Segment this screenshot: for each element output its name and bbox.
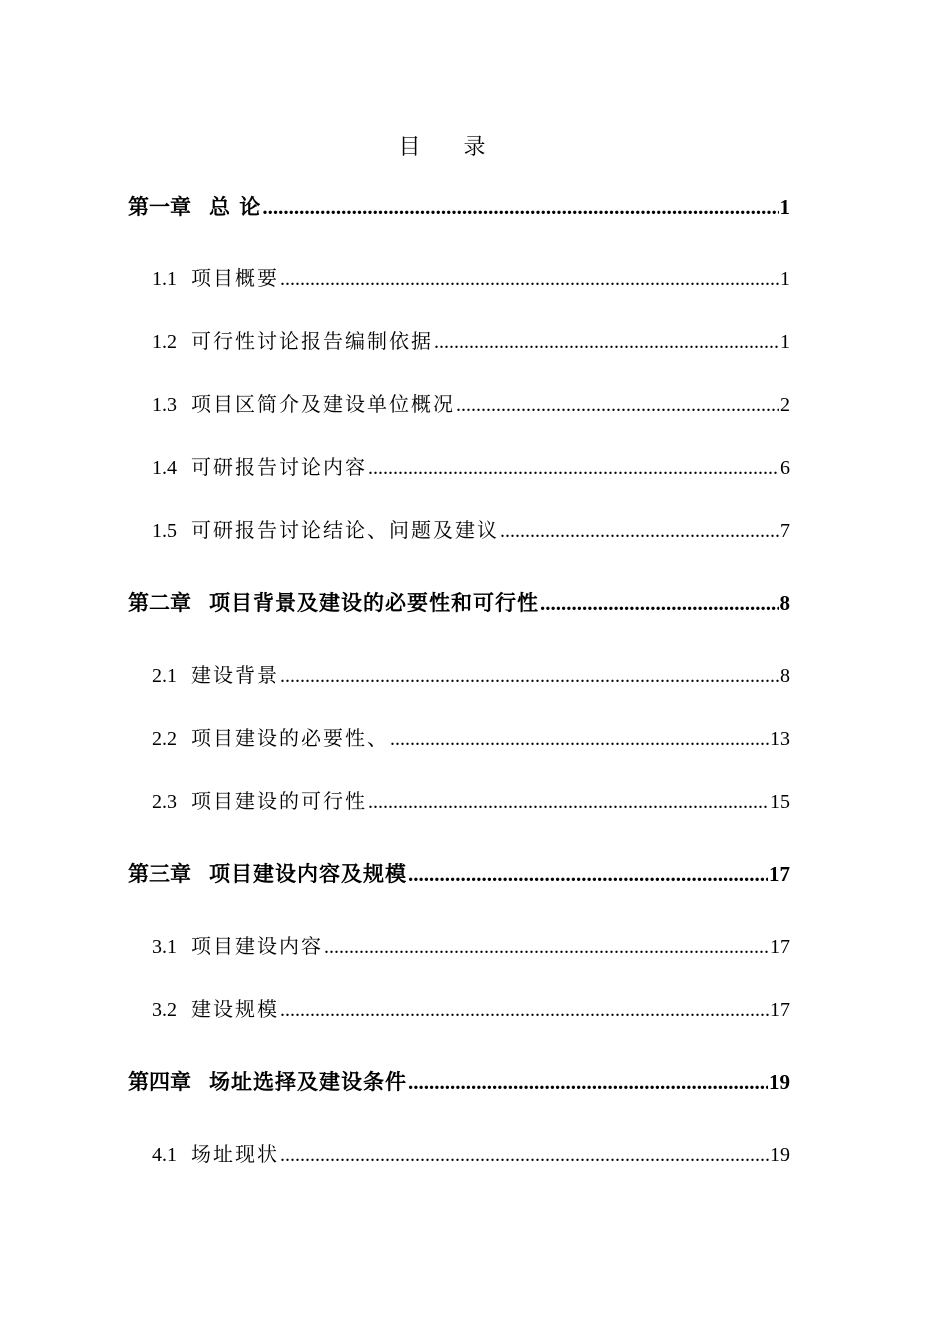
toc-entry-label: 项目建设内容及规模: [209, 861, 407, 886]
toc-entry-chapter-2[interactable]: [128, 588, 790, 618]
dot-leader: [540, 588, 779, 618]
dot-leader: [368, 787, 769, 817]
toc-entry-page: 17: [769, 862, 790, 886]
dot-leader: [390, 724, 769, 754]
dot-leader: [408, 859, 768, 889]
toc-entry-page: 1: [779, 195, 790, 219]
toc-entry-number: 1.3: [152, 394, 177, 416]
toc-entry-number: 2.1: [152, 665, 177, 687]
dot-leader: [280, 1140, 769, 1170]
toc-entry-chapter-3[interactable]: [128, 859, 790, 889]
toc-entry-label: 可研报告讨论内容: [191, 455, 367, 479]
toc-entry-page: 1: [780, 331, 790, 353]
toc-entry-number: 3.1: [152, 936, 177, 958]
toc-entry-page: 13: [770, 728, 790, 750]
toc-entry-chapter-1[interactable]: [128, 192, 790, 222]
toc-entry-number: 3.2: [152, 999, 177, 1021]
dot-leader: [280, 995, 769, 1025]
toc-entry-number: 4.1: [152, 1144, 177, 1166]
dot-leader: [408, 1067, 768, 1097]
toc-entry-page: 17: [770, 936, 790, 958]
toc-entry-label: 建设规模: [191, 997, 279, 1021]
toc-entry-page: 19: [769, 1070, 790, 1094]
toc-entry-section-3-2[interactable]: [152, 994, 790, 1024]
toc-entry-number: 1.1: [152, 268, 177, 290]
toc-entry-page: 7: [780, 520, 790, 542]
toc-entry-page: 15: [770, 791, 790, 813]
toc-entry-number: 1.4: [152, 457, 177, 479]
toc-entry-section-1-5[interactable]: [152, 515, 790, 545]
dot-leader: [280, 661, 779, 691]
dot-leader: [262, 192, 778, 222]
toc-entry-label: 总 论: [209, 194, 262, 219]
toc-entry-page: 2: [780, 394, 790, 416]
dot-leader: [368, 453, 779, 483]
toc-title: 目 录: [398, 135, 504, 160]
toc-entry-number: 1.2: [152, 331, 177, 353]
toc-entry-label: 可研报告讨论结论、问题及建议: [191, 518, 499, 542]
toc-entry-section-3-1[interactable]: [152, 931, 790, 961]
toc-entry-label: 场址选择及建设条件: [209, 1069, 407, 1094]
toc-entry-label: 可行性讨论报告编制依据: [191, 329, 433, 353]
toc-entry-page: 8: [779, 591, 790, 615]
toc-entry-page: 19: [770, 1144, 790, 1166]
toc-entry-section-1-4[interactable]: [152, 452, 790, 482]
toc-entry-label: 项目区简介及建设单位概况: [191, 392, 455, 416]
toc-entry-chapter-4[interactable]: [128, 1067, 790, 1097]
toc-entry-page: 1: [780, 268, 790, 290]
dot-leader: [500, 516, 779, 546]
dot-leader: [324, 932, 769, 962]
toc-entry-number: 2.2: [152, 728, 177, 750]
toc-entry-section-1-1[interactable]: [152, 263, 790, 293]
dot-leader: [434, 327, 779, 357]
toc-entry-label: 项目建设内容: [191, 934, 323, 958]
toc-entry-section-1-3[interactable]: [152, 389, 790, 419]
dot-leader: [456, 390, 779, 420]
toc-entry-page: 8: [780, 665, 790, 687]
toc-entry-section-2-1[interactable]: [152, 660, 790, 690]
toc-entry-label: 项目建设的必要性、: [191, 726, 389, 750]
toc-entry-section-2-2[interactable]: [152, 723, 790, 753]
toc-entry-section-2-3[interactable]: [152, 786, 790, 816]
toc-entry-number: 第四章: [128, 1069, 191, 1094]
dot-leader: [280, 264, 779, 294]
toc-entry-page: 17: [770, 999, 790, 1021]
toc-entry-section-4-1[interactable]: [152, 1139, 790, 1169]
toc-entry-number: 第三章: [128, 861, 191, 886]
toc-entry-number: 第一章: [128, 194, 191, 219]
toc-entry-number: 2.3: [152, 791, 177, 813]
toc-entry-label: 场址现状: [191, 1142, 279, 1166]
toc-entry-section-1-2[interactable]: [152, 326, 790, 356]
toc-entry-number: 1.5: [152, 520, 177, 542]
toc-entry-label: 项目建设的可行性: [191, 789, 367, 813]
toc-entry-label: 项目概要: [191, 266, 279, 290]
toc-entry-number: 第二章: [128, 590, 191, 615]
toc-entry-label: 建设背景: [191, 663, 279, 687]
toc-entry-label: 项目背景及建设的必要性和可行性: [209, 590, 539, 615]
toc-entry-page: 6: [780, 457, 790, 479]
